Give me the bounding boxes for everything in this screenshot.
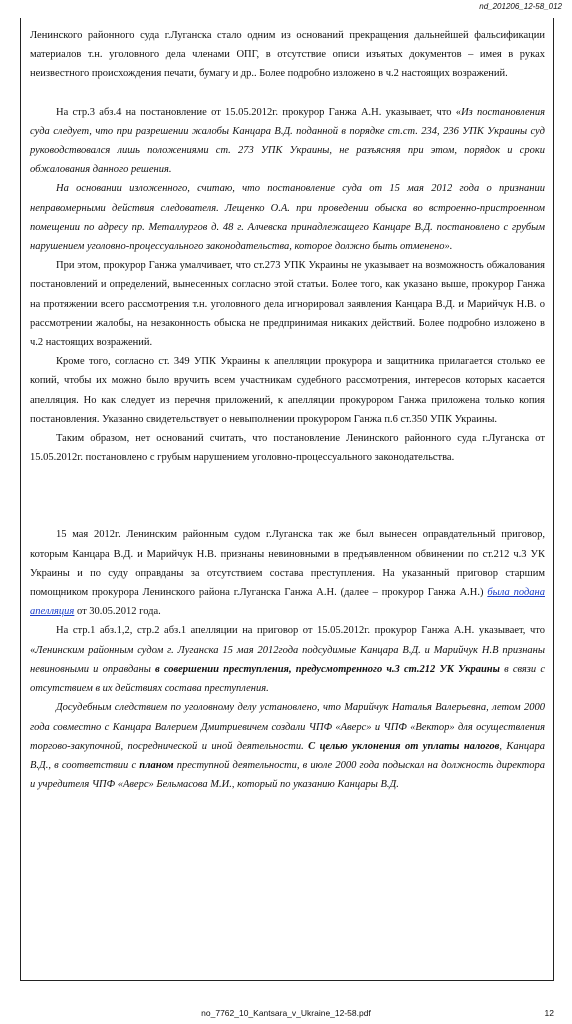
paragraph-7-tail: от 30.05.2012 года. — [74, 606, 161, 618]
paragraph-3-quote: На основании изложенного, считаю, что постановление суда от 15 мая 2012 года о признании неправомерными действия следователя. Лещенко О.А. при проведении обыска во встроенно-пристроенном помещении по адресу пр. Металлургов д. 48 г. Алчевска принадлежащего Канцаре В.Д. постановлено с грубым нарушением уголовно-процессуального законодательства, которое должно быть отменено». — [30, 183, 545, 253]
footer-filename: no_7762_10_Kantsara_v_Ukraine_12-58.pdf — [201, 1008, 371, 1018]
paragraph-7 — [30, 525, 545, 621]
header-code: nd_201206_12-58_012 — [479, 2, 562, 11]
paragraph-6: Таким образом, нет оснований считать, что постановление Ленинского районного суда г.Луганска от 15.05.2012г. постановлено с грубым нарушением уголовно-процессуального законодательства. — [30, 433, 545, 464]
paragraph-9-quote-3: преступной деятельности, в июле 2000 года подыскал на должность директора и учредителя ЧПФ «Аверс» Бельмасова М.И., который по указанию Канцары В.Д. — [30, 759, 546, 791]
paragraph-8-lead: На стр.1 абз.1,2, стр.2 абз.1 апелляции на приговор от 15.05.2012г. прокурор Ганжа А.Н. указывает, что « — [30, 625, 545, 656]
paragraph-4: При этом, прокурор Ганжа умалчивает, что ст.273 УПК Украины не указывает на возможность обжалования постановлений и определений, вынесенных согласно этой статьи. Более того, как указано выше, прокурор Ганжа на протяжении всего рассмотрения т.н. уголовного дела игнорировал заявления Канцара В.Д. и Марийчук Н.В. о рассмотрении жалобы, на незаконность обыска не предпринимая никаких действий. Более подробно изложено в ч.2 настоящих возражений. — [30, 260, 545, 349]
paragraph-8-bold-1: в совершении преступления, предусмотренного ч.3 ст.212 УК Украины — [155, 663, 500, 675]
paragraph-9-quote-1: Досудебным следствием по уголовному делу установлено, что Марийчук Наталья Валерьевна, летом 2000 года совместно с Канцара Валерием Дмитриевичем создали ЧПФ «Аверс» и ЧПФ «Вектор» для осуществления торгово-закупочной, посреднической и иной деятельности. — [30, 702, 545, 752]
page-number: 12 — [544, 1008, 554, 1018]
paragraph-9 — [30, 698, 545, 794]
paragraph-9-quote-2: , Канцара В.Д., в соответствии с — [30, 740, 545, 771]
document-body — [30, 26, 545, 794]
paragraph-9-bold-2: планом — [139, 759, 174, 771]
paragraph-8 — [30, 621, 545, 698]
appeal-link[interactable]: была подана апелляция — [30, 587, 545, 618]
paragraph-7-main: 15 мая 2012г. Ленинским районным судом г.Луганска так же был вынесен оправдательный приговор, которым Канцара В.Д. и Марийчук Н.В. признаны невиновными в предъявленном обвинении по ст.212 ч.3 УК Украины и по суду оправданы за отсутствием состава преступления. На указанный приговор старшим помощником прокурора Ленинского района г.Луганска Ганжа А.Н. (далее – прокурор Ганжа А.Н.) — [30, 529, 545, 599]
paragraph-2 — [30, 103, 545, 180]
paragraph-5: Кроме того, согласно ст. 349 УПК Украины к апелляции прокурора и защитника прилагается столько ее копий, чтобы их можно было вручить всем участникам судебного рассмотрения, интересов которых касается апелляция. Но как следует из перечня приложений, к апелляции прокурором Ганжа приложена только копия постановления. Указанно свидетельствует о невыполнении прокурором Ганжа п.6 ст.350 УПК Украины. — [30, 356, 545, 425]
paragraph-9-bold-1: С целью уклонения от уплаты налогов — [308, 740, 500, 752]
paragraph-1: Ленинского районного суда г.Луганска стало одним из оснований прекращения дальнейшей фальсификации материалов т.н. уголовного дела членами ОПГ, в отсутствие описи изъятых документов – имея в руках неизвестного происхождения печати, бумагу и др.. Более подробно изложено в ч.2 настоящих возражений. — [30, 30, 545, 80]
paragraph-8-quote-2: в связи с отсутствием в их действиях состава преступления. — [30, 663, 545, 695]
paragraph-2-lead: На стр.3 абз.4 на постановление от 15.05.2012г. прокурор Ганжа А.Н. указывает, что « — [56, 106, 462, 118]
paragraph-8-quote-1: Ленинским районным судом г. Луганска 15 мая 2012года подсудимые Канцара В.Д. и Марийчук Н.В признаны невиновными и оправданы — [30, 644, 545, 675]
paragraph-2-quote: Из постановления суда следует, что при разрешении жалобы Канцара В.Д. поданной в порядке ст.ст. 234, 236 УПК Украины суд руководствовался лишь положениями ст. 273 УПК Украины, не разъясняя при этом, порядок и сроки обжалования данного решения. — [30, 106, 545, 176]
